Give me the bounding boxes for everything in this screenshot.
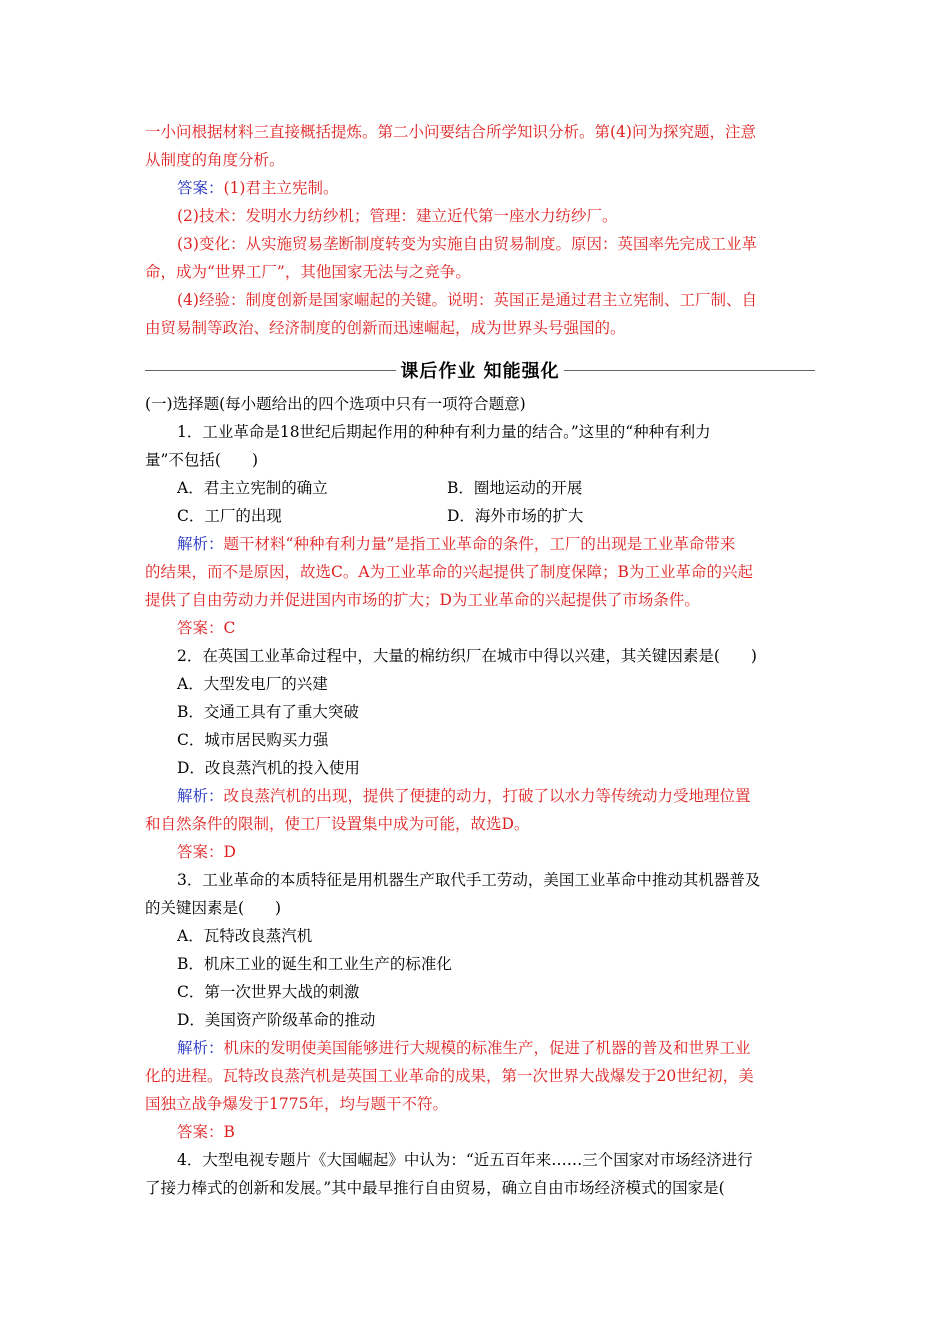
question-2-stem: 2．在英国工业革命过程中，大量的棉纺织厂在城市中得以兴建，其关键因素是( ) — [177, 647, 757, 665]
question-2-explanation: 解析：改良蒸汽机的出现，提供了便捷的动力，打破了以水力等传统动力受地理位置 — [177, 787, 751, 805]
answer-text: 由贸易制等政治、经济制度的创新而迅速崛起，成为世界头号强国的。 — [145, 319, 626, 337]
question-1-explanation: 提供了自由劳动力并促进国内市场的扩大；D为工业革命的兴起提供了市场条件。 — [145, 591, 700, 609]
answer-text: 命，成为“世界工厂”，其他国家无法与之竞争。 — [145, 263, 471, 281]
answer-text: (2)技术：发明水力纺纱机；管理：建立近代第一座水力纺纱厂。 — [177, 207, 618, 225]
question-1-answer: 答案：C — [177, 619, 236, 637]
option-a: A．大型发电厂的兴建 — [177, 675, 328, 693]
option-a: A．瓦特改良蒸汽机 — [177, 927, 313, 945]
question-2-answer: 答案：D — [177, 843, 236, 861]
explanation-label: 解析： — [177, 787, 224, 805]
question-3-stem: 的关键因素是( ) — [145, 899, 282, 917]
answer-line — [145, 174, 815, 202]
option-b: B．圈地运动的开展 — [447, 479, 583, 497]
answer-text: (1)君主立宪制。 — [223, 179, 339, 197]
question-3-stem: 3．工业革命的本质特征是用机器生产取代手工劳动，美国工业革命中推动其机器普及 — [177, 871, 761, 889]
question-1-explanation: 的结果，而不是原因，故选C。A为工业革命的兴起提供了制度保障；B为工业革命的兴起 — [145, 563, 753, 581]
divider-line-right — [564, 370, 815, 371]
question-4-stem: 了接力棒式的创新和发展。”其中最早推行自由贸易，确立自由市场经济模式的国家是( — [145, 1179, 725, 1197]
option-c: C．城市居民购买力强 — [177, 731, 329, 749]
option-d: D．海外市场的扩大 — [447, 507, 584, 525]
question-1-stem: 1．工业革命是18世纪后期起作用的种种有利力量的结合。”这里的“种种有利力 — [177, 423, 711, 441]
option-b: B．机床工业的诞生和工业生产的标准化 — [177, 955, 452, 973]
question-3-explanation: 国独立战争爆发于1775年，均与题干不符。 — [145, 1095, 448, 1113]
answer-text: (4)经验：制度创新是国家崛起的关键。说明：英国正是通过君主立宪制、工厂制、自 — [177, 291, 757, 309]
question-1-explanation: 解析：题干材料“种种有利力量”是指工业革命的条件，工厂的出现是工业革命带来 — [177, 535, 736, 553]
option-d: D．改良蒸汽机的投入使用 — [177, 759, 360, 777]
question-4-stem: 4．大型电视专题片《大国崛起》中认为：“近五百年来……三个国家对市场经济进行 — [177, 1151, 753, 1169]
option-d: D．美国资产阶级革命的推动 — [177, 1011, 376, 1029]
section-divider — [145, 356, 815, 384]
section-title: 课后作业 知能强化 — [400, 361, 560, 382]
option-a: A．君主立宪制的确立 — [177, 479, 328, 497]
option-c: C．工厂的出现 — [177, 507, 282, 525]
analysis-continuation-line: 一小问根据材料三直接概括提炼。第二小问要结合所学知识分析。第(4)问为探究题，注意 — [145, 123, 756, 141]
question-3-explanation: 化的进程。瓦特改良蒸汽机是英国工业革命的成果，第一次世界大战爆发于20世纪初，美 — [145, 1067, 754, 1085]
analysis-continuation-line: 从制度的角度分析。 — [145, 151, 285, 169]
option-b: B．交通工具有了重大突破 — [177, 703, 359, 721]
question-2-explanation: 和自然条件的限制，使工厂设置集中成为可能，故选D。 — [145, 815, 530, 833]
answer-text: (3)变化：从实施贸易垄断制度转变为实施自由贸易制度。原因：英国率先完成工业革 — [177, 235, 757, 253]
question-1-options-row — [145, 502, 815, 530]
section-intro: (一)选择题(每小题给出的四个选项中只有一项符合题意) — [145, 395, 526, 413]
explanation-label: 解析： — [177, 1039, 224, 1057]
question-1-stem: 量”不包括( ) — [145, 451, 259, 469]
question-1-options-row — [145, 474, 815, 502]
explanation-label: 解析： — [177, 535, 224, 553]
answer-label: 答案： — [177, 179, 224, 197]
option-c: C．第一次世界大战的刺激 — [177, 983, 360, 1001]
question-3-explanation: 解析：机床的发明使美国能够进行大规模的标准生产，促进了机器的普及和世界工业 — [177, 1039, 751, 1057]
question-3-answer: 答案：B — [177, 1123, 235, 1141]
divider-line-left — [145, 370, 396, 371]
document-content — [145, 118, 815, 1202]
